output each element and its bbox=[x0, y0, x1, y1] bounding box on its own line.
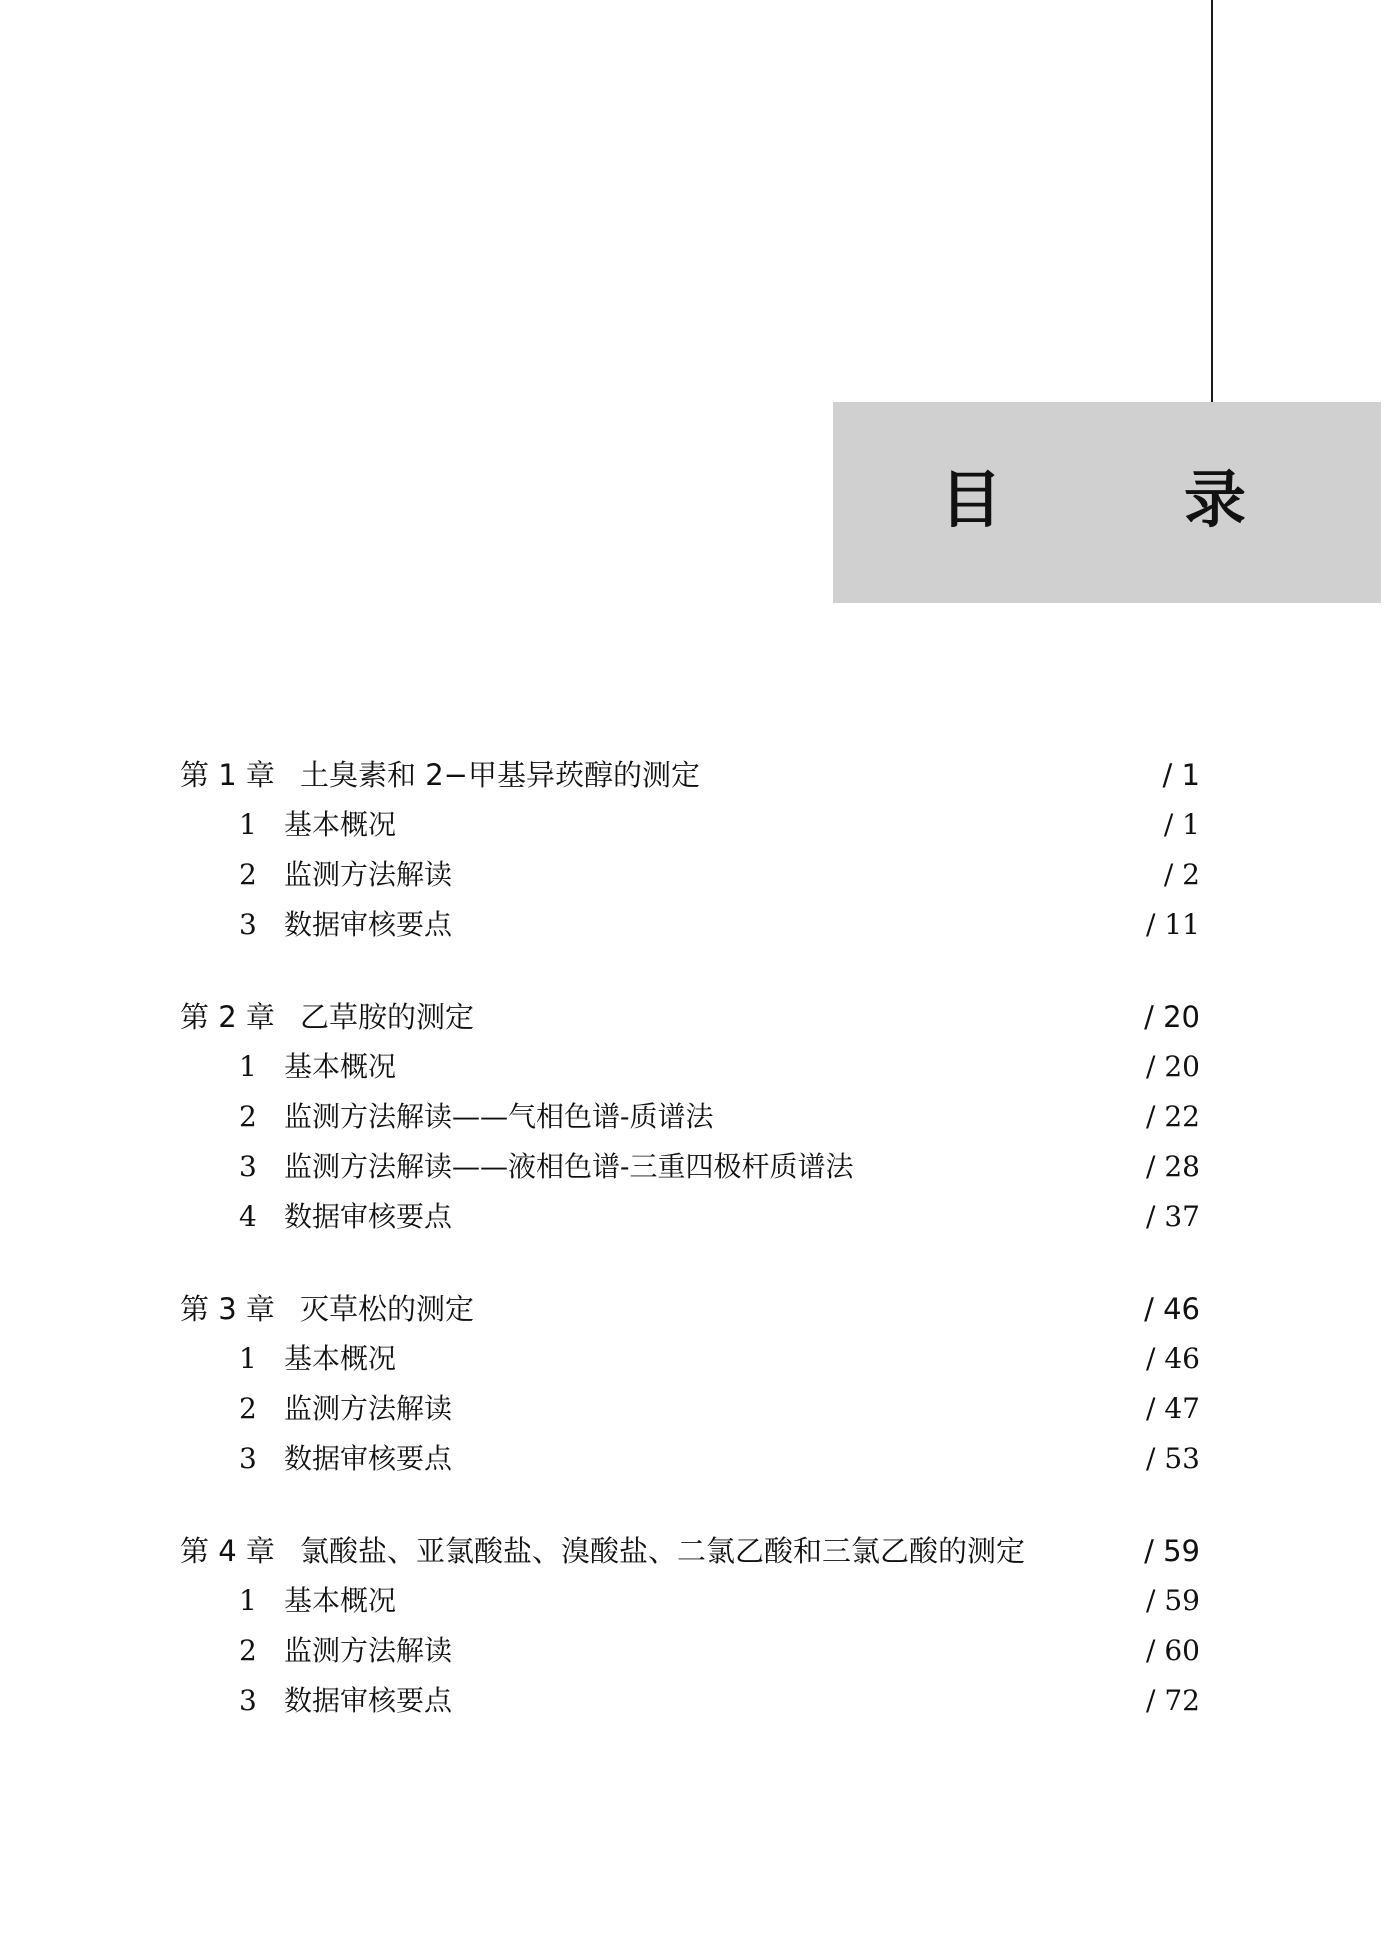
section-number: 4 bbox=[239, 1200, 257, 1233]
chapter-1 bbox=[180, 750, 1200, 950]
section-entry[interactable] bbox=[180, 1092, 1200, 1142]
section-entry[interactable] bbox=[180, 1042, 1200, 1092]
section-number: 2 bbox=[239, 1392, 257, 1425]
section-page: / 72 bbox=[1146, 1684, 1200, 1717]
chapter-number: 第 1 章 bbox=[180, 758, 275, 792]
section-title: 监测方法解读 bbox=[284, 858, 453, 891]
section-page: / 53 bbox=[1146, 1442, 1200, 1475]
section-title: 基本概况 bbox=[284, 1050, 397, 1083]
chapter-page: / 20 bbox=[1144, 1000, 1200, 1034]
section-page: / 47 bbox=[1146, 1392, 1200, 1425]
section-title: 监测方法解读 bbox=[284, 1634, 453, 1667]
section-title: 数据审核要点 bbox=[284, 908, 453, 941]
chapter-page: / 1 bbox=[1162, 758, 1200, 792]
section-page: / 28 bbox=[1146, 1150, 1200, 1183]
chapter-title: 灭草松的测定 bbox=[300, 1292, 475, 1326]
chapter-entry[interactable] bbox=[180, 1526, 1200, 1576]
chapter-3 bbox=[180, 1284, 1200, 1484]
section-number: 2 bbox=[239, 858, 257, 891]
section-entry[interactable] bbox=[180, 1576, 1200, 1626]
section-number: 1 bbox=[239, 808, 257, 841]
chapter-number: 第 4 章 bbox=[180, 1534, 275, 1568]
section-number: 1 bbox=[239, 1584, 257, 1617]
section-number: 1 bbox=[239, 1342, 257, 1375]
chapter-entry[interactable] bbox=[180, 750, 1200, 800]
section-page: / 1 bbox=[1163, 808, 1200, 841]
section-entry[interactable] bbox=[180, 1142, 1200, 1192]
section-entry[interactable] bbox=[180, 1626, 1200, 1676]
section-page: / 11 bbox=[1146, 908, 1200, 941]
section-page: / 37 bbox=[1146, 1200, 1200, 1233]
table-of-contents bbox=[180, 750, 1200, 1768]
section-entry[interactable] bbox=[180, 850, 1200, 900]
section-number: 3 bbox=[239, 908, 257, 941]
chapter-page: / 59 bbox=[1144, 1534, 1200, 1568]
section-title: 基本概况 bbox=[284, 1584, 397, 1617]
section-title: 监测方法解读——气相色谱-质谱法 bbox=[284, 1100, 714, 1133]
section-number: 1 bbox=[239, 1050, 257, 1083]
section-entry[interactable] bbox=[180, 1434, 1200, 1484]
chapter-4 bbox=[180, 1526, 1200, 1726]
section-page: / 2 bbox=[1163, 858, 1200, 891]
section-entry[interactable] bbox=[180, 1334, 1200, 1384]
chapter-2 bbox=[180, 992, 1200, 1242]
section-entry[interactable] bbox=[180, 1192, 1200, 1242]
section-title: 监测方法解读 bbox=[284, 1392, 453, 1425]
section-entry[interactable] bbox=[180, 1384, 1200, 1434]
section-number: 3 bbox=[239, 1150, 257, 1183]
section-title: 基本概况 bbox=[284, 808, 397, 841]
section-page: / 20 bbox=[1146, 1050, 1200, 1083]
section-number: 3 bbox=[239, 1442, 257, 1475]
section-title: 数据审核要点 bbox=[284, 1684, 453, 1717]
chapter-number: 第 2 章 bbox=[180, 1000, 275, 1034]
section-title: 数据审核要点 bbox=[284, 1442, 453, 1475]
section-title: 监测方法解读——液相色谱-三重四极杆质谱法 bbox=[284, 1150, 854, 1183]
chapter-entry[interactable] bbox=[180, 992, 1200, 1042]
section-title: 数据审核要点 bbox=[284, 1200, 453, 1233]
section-entry[interactable] bbox=[180, 800, 1200, 850]
section-page: / 60 bbox=[1146, 1634, 1200, 1667]
section-number: 3 bbox=[239, 1684, 257, 1717]
section-title: 基本概况 bbox=[284, 1342, 397, 1375]
chapter-title: 乙草胺的测定 bbox=[300, 1000, 475, 1034]
section-number: 2 bbox=[239, 1100, 257, 1133]
chapter-page: / 46 bbox=[1144, 1292, 1200, 1326]
page-title: 目 录 bbox=[940, 463, 1307, 536]
chapter-entry[interactable] bbox=[180, 1284, 1200, 1334]
section-page: / 22 bbox=[1146, 1100, 1200, 1133]
chapter-title: 土臭素和 2−甲基异莰醇的测定 bbox=[300, 758, 700, 792]
section-entry[interactable] bbox=[180, 900, 1200, 950]
section-page: / 59 bbox=[1146, 1584, 1200, 1617]
section-number: 2 bbox=[239, 1634, 257, 1667]
section-entry[interactable] bbox=[180, 1676, 1200, 1726]
chapter-title: 氯酸盐、亚氯酸盐、溴酸盐、二氯乙酸和三氯乙酸的测定 bbox=[300, 1534, 1026, 1568]
section-page: / 46 bbox=[1146, 1342, 1200, 1375]
chapter-number: 第 3 章 bbox=[180, 1292, 275, 1326]
